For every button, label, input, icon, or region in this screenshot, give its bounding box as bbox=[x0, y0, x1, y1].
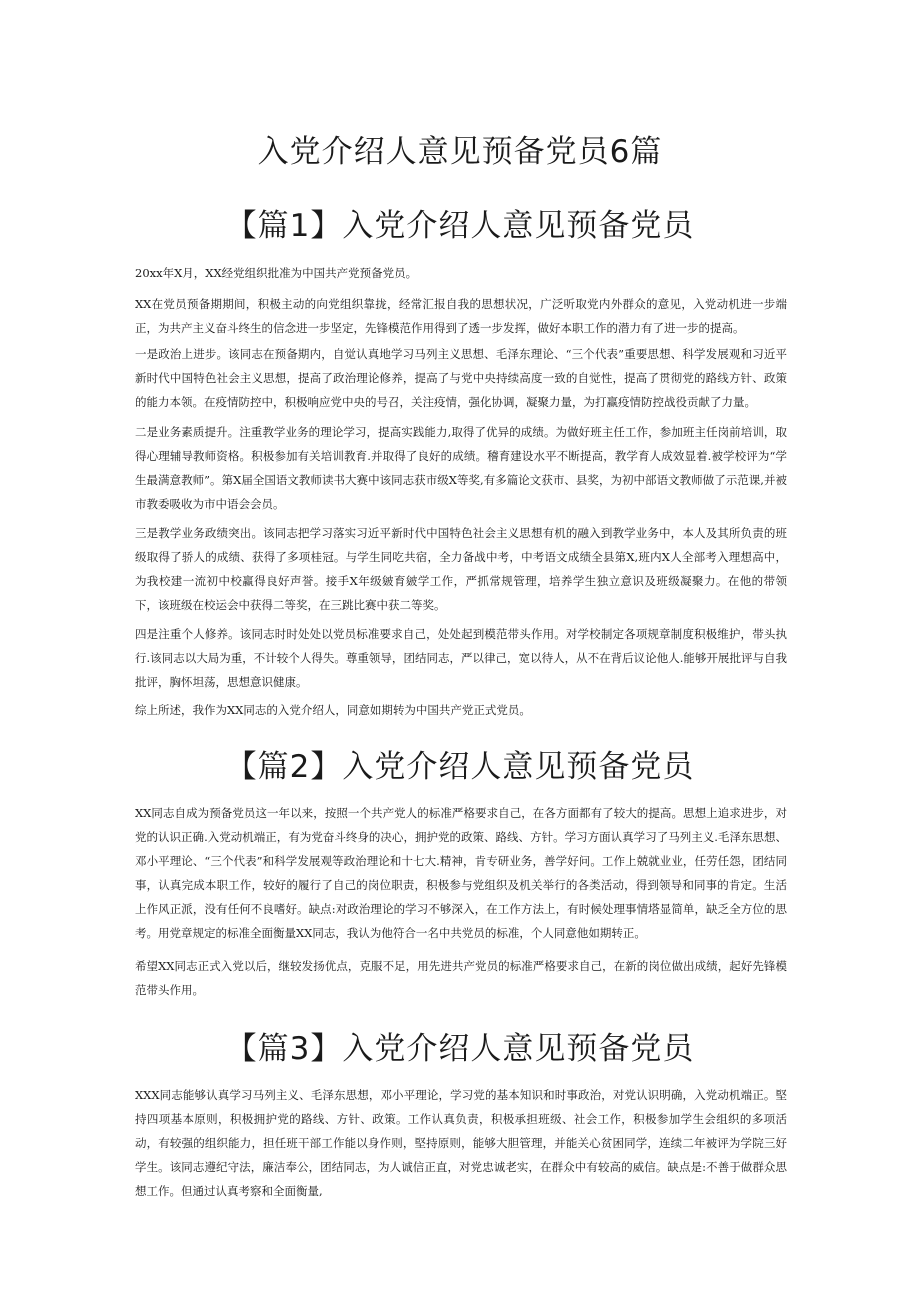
section-1-paragraph-2: XX在党员预备期期间，积极主动的向党组织靠拢，经常汇报自我的思想状况，广泛听取党内外群众的意见，入党动机进一步端正，为共产主义奋斗终生的信念进一步坚定，先锋模范作用得到了透一步发挥，做好本职工作的潜力有了进一步的提高。 bbox=[135, 297, 787, 335]
document-title: 入党介绍人意见预备党员6篇 bbox=[257, 134, 663, 170]
section-1-paragraph-3: 一是政治上进步。该同志在预备期内，自觉认真地学习马列主义思想、毛泽东理论、“三个代表”重要思想、科学发展观和习近平新时代中国特色社会主义思想，提高了政治理论修养，提高了与党中央持续高度一致的自觉性，提高了贯彻党的路线方针、政策的能力本领。在疫情防控中，积极响应党中央的号召，关注疫情，强化协调，凝聚力量，为打赢疫情防控战役贡献了力量。 bbox=[135, 347, 787, 409]
section-2-heading: 【篇2】入党介绍人意见预备党员 bbox=[225, 749, 695, 785]
section-1-paragraph-5: 三是教学业务政绩突出。该同志把学习落实习近平新时代中国特色社会主义思想有机的融入到教学业务中，本人及其所负责的班级取得了骄人的成绩、获得了多项桂冠。与学生同吃共宿，全力备战中考，中考语文成绩全县第X,班内X人全部考入理想高中，为我校建一流初中校赢得良好声誉。接手X年级皴育皴学工作，严抓常规管理，培养学生独立意识及班级凝聚力。在他的带领下，该班级在校运会中获得二等奖，在三跳比赛中获二等奖。 bbox=[135, 526, 787, 612]
section-3-heading: 【篇3】入党介绍人意见预备党员 bbox=[225, 1031, 695, 1067]
section-1-paragraph-1: 20xx年X月，XX经党组织批准为中国共产党预备党员。 bbox=[135, 266, 418, 280]
section-1-paragraph-4: 二是业务素质提升。注重教学业务的理论学习，提高实践能力,取得了优异的成绩。为做好班主任工作，参加班主任岗前培训，取得心理辅导教师资格。积极参加有关培训教育.并取得了良好的成绩。稽育建设水平不断提高，教学育人成效显着.被学校评为“学生最满意教师”。第X届全国语文教师读书大赛中该同志获市级X等奖,有多篇论文获市、县奖，为初中部语文教师做了示范课,并被市教委吸收为市中语会会员。 bbox=[135, 425, 787, 511]
section-3-paragraph-1: XXX同志能够认真学习马列主义、毛泽东思想，邓小平理论，学习党的基本知识和时事政治，对党认识明确，入党动机端正。堅持四项基本原则，积极拥护党的路线、方针、政策。工作认真负责，积极承担班级、社会工作，积极参加学生会组织的多项活动，有较强的组织能力，担任班干部工作能以身作则，堅持原则，能够大胆管理，并能关心贫困同学，连续二年被评为学院三好学生。该同志遵纪守法，廉洁奉公，团结同志，为人诚信正直，对党忠诚老实，在群众中有较高的威信。缺点是:不善于做群众思想工作。但通过认真考察和全面衡量, bbox=[135, 1088, 787, 1198]
section-1-paragraph-6: 四是注重个人修养。该同志时时处处以党员标准要求自己，处处起到模范带头作用。对学校制定各项规章制度积极维护，带头执行.该同志以大局为重，不计较个人得失。尊重领导，团结同志，严以律己，宽以待人，从不在背后议论他人.能够开展批评与自我批评，胸怀坦荡，思想意识健康。 bbox=[135, 627, 787, 689]
section-2-paragraph-1: XX同志自成为预备党员这一年以来，按照一个共产党人的标准严格要求自己，在各方面都有了较大的提高。思想上追求进步，对党的认识正确.入党动机端正，有为党奋斗终身的决心，拥护党的政策、路线、方针。学习方面认真学习了马列主义.毛泽东思想、邓小平理论、“三个代表”和科学发展观等政治理论和十七大.精神，肯专研业务，善学好问。工作上兢就业业，任劳任怨，团结同事，认真完成本职工作，较好的履行了自己的岗位职责，积极参与党组织及机关举行的各类活动，得到领导和同事的肯定。生活上作风正派，没有任何不良嗜好。缺点:对政治理论的学习不够深入，在工作方法上，有时候处理事情塔显简单，缺乏全方位的思考。用党章规定的标准全面衡量XX同志，我认为他符合一名中共党员的标准，个人同意他如期转正。 bbox=[135, 806, 787, 940]
section-1-heading: 【篇1】入党介绍人意见预备党员 bbox=[225, 208, 695, 244]
section-1-paragraph-7: 综上所述，我作为XX同志的入党介绍人，同意如期转为中国共产党正式党员。 bbox=[135, 703, 531, 717]
section-2-paragraph-2: 希望XX同志正式入党以后，继较发扬优点，克服不足，用先进共产党员的标准严格要求自己，在新的岗位做出成绩，起好先锋模范带头作用。 bbox=[135, 959, 787, 997]
